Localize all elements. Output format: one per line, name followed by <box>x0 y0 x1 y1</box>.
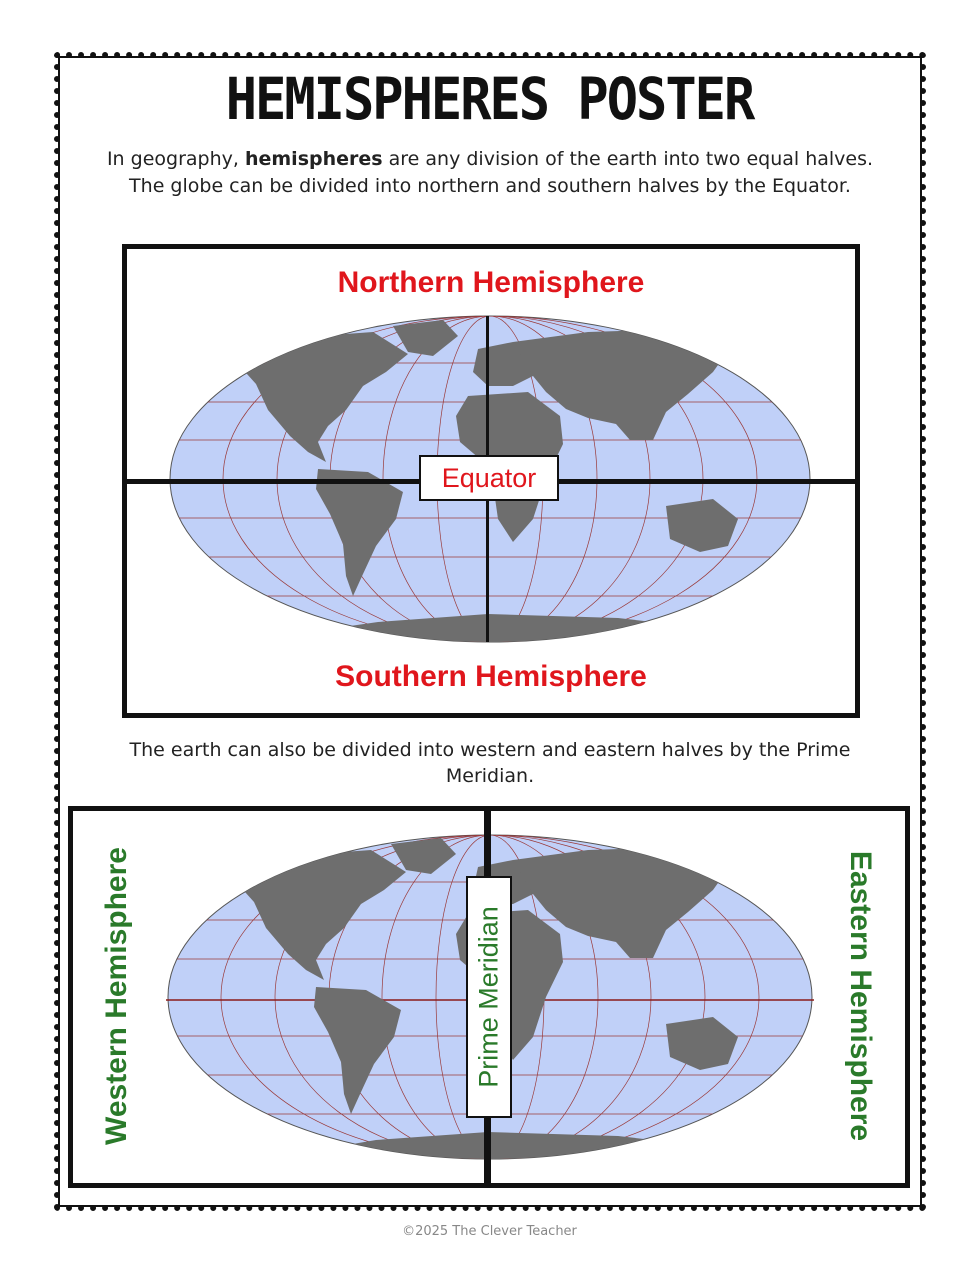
intro-text-start: In geography, <box>106 148 245 170</box>
intro-paragraph <box>100 146 880 200</box>
copyright-footer: ©2025 The Clever Teacher <box>402 1224 577 1239</box>
eastern-hemisphere-label: Eastern Hemisphere <box>844 850 877 1142</box>
prime-meridian-label: Prime Meridian <box>473 906 504 1088</box>
poster-title: HEMISPHERES POSTER <box>225 66 754 134</box>
northern-hemisphere-label: Northern Hemisphere <box>337 266 645 299</box>
intro-text-end: are any division of the earth into two equal halves. The globe can be divided into northern and southern halves by the Equator. <box>129 148 874 197</box>
middle-paragraph: The earth can also be divided into western and eastern halves by the Prime Meridian. <box>129 739 851 787</box>
prime-meridian-label-box <box>466 876 512 1118</box>
western-hemisphere-label: Western Hemisphere <box>100 847 133 1145</box>
southern-hemisphere-label: Southern Hemisphere <box>335 660 647 693</box>
equator-label: Equator <box>419 455 559 501</box>
intro-keyword: hemispheres <box>244 148 383 170</box>
